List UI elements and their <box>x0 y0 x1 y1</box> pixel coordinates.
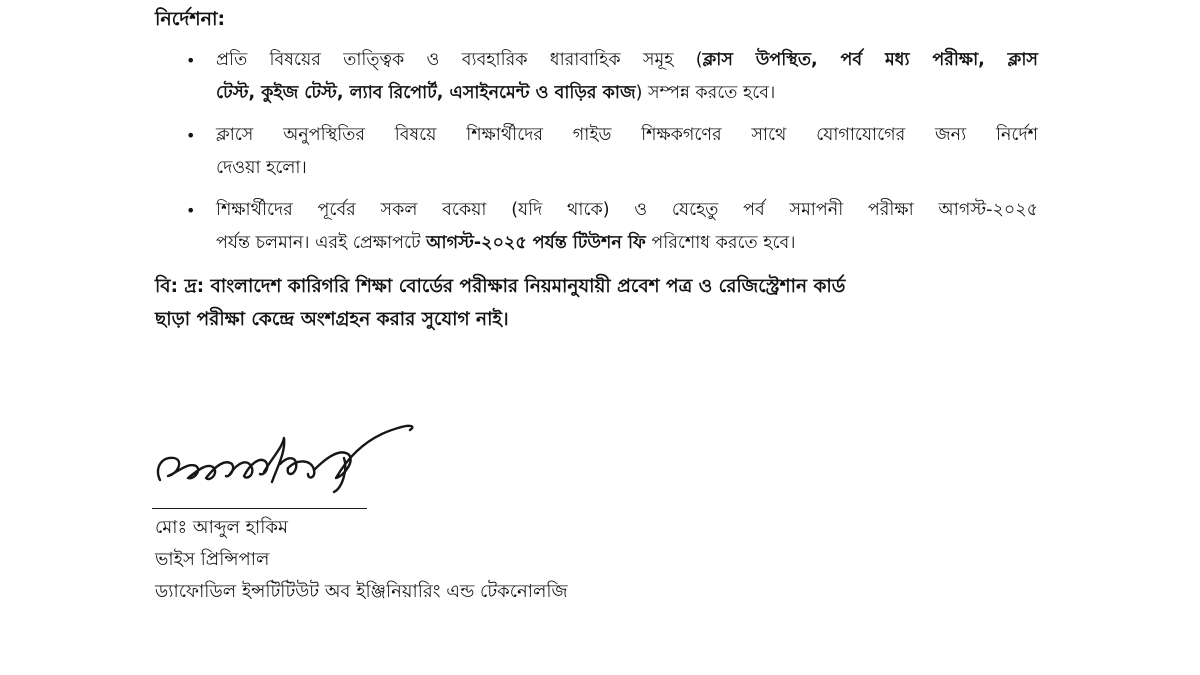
instruction-item <box>186 44 1038 110</box>
note-line: বি: দ্র: বাংলাদেশ কারিগরি শিক্ষা বোর্ডের পরীক্ষার নিয়মানুযায়ী প্রবেশ পত্র ও রেজিস্ট্রেশান কার্ড <box>155 276 846 297</box>
note-line: ছাড়া পরীক্ষা কেন্দ্রে অংশগ্রহন করার সুযোগ নাই। <box>155 309 509 330</box>
instruction-line <box>216 152 1038 185</box>
instruction-text: প্রতি বিষয়ের তাত্ত্বিক ও ব্যবহারিক ধারাবাহিক সমূহ ( <box>216 50 703 70</box>
instruction-line <box>216 44 1038 77</box>
instructions-list <box>186 44 1038 269</box>
instruction-text: ) সম্পন্ন করতে হবে। <box>635 83 776 103</box>
bullet-icon: • <box>186 51 196 70</box>
special-note <box>155 270 1005 336</box>
bullet-icon: • <box>186 201 196 220</box>
bullet-icon: • <box>186 126 196 145</box>
instruction-text: পরিশোধ করতে হবে। <box>645 233 796 253</box>
instruction-text-bold: আগস্ট-২০২৫ পর্যন্ত টিউশন ফি <box>426 233 646 253</box>
instructions-heading: নির্দেশনা: <box>155 8 226 30</box>
handwritten-signature <box>148 418 418 518</box>
signatory-institution: ড্যাফোডিল ইন্সটিটিউট অব ইঞ্জিনিয়ারিং এন্ড টেকনোলজি <box>155 581 568 602</box>
signatory-designation: ভাইস প্রিন্সিপাল <box>155 549 270 570</box>
instruction-item <box>186 119 1038 185</box>
signatory-block <box>155 512 568 608</box>
instruction-text: শিক্ষার্থীদের পূর্বের সকল বকেয়া (যদি থাকে) ও যেহেতু পর্ব সমাপনী পরীক্ষা আগস্ট-২০২৫ <box>216 200 1038 220</box>
instruction-line <box>216 119 1038 152</box>
instruction-text: পর্যন্ত চলমান। এরই প্রেক্ষাপটে <box>216 233 427 253</box>
instruction-item <box>186 194 1038 260</box>
instruction-text: দেওয়া হলো। <box>216 158 307 178</box>
instruction-text-bold: ক্লাস উপস্থিত, পর্ব মধ্য পরীক্ষা, ক্লাস <box>702 50 1038 70</box>
instruction-line <box>216 227 1038 260</box>
instruction-line <box>216 77 1038 110</box>
instruction-line <box>216 194 1038 227</box>
instruction-text: ক্লাসে অনুপস্থিতির বিষয়ে শিক্ষার্থীদের গাইড শিক্ষকগণের সাথে যোগাযোগের জন্য নির্দেশ <box>216 125 1038 145</box>
signatory-name: মোঃ আব্দুল হাকিম <box>155 517 289 538</box>
signature-underline <box>152 508 367 509</box>
instruction-text-bold: টেস্ট, কুইজ টেস্ট, ল্যাব রিপোর্ট, এসাইনমেন্ট ও বাড়ির কাজ <box>216 83 636 103</box>
